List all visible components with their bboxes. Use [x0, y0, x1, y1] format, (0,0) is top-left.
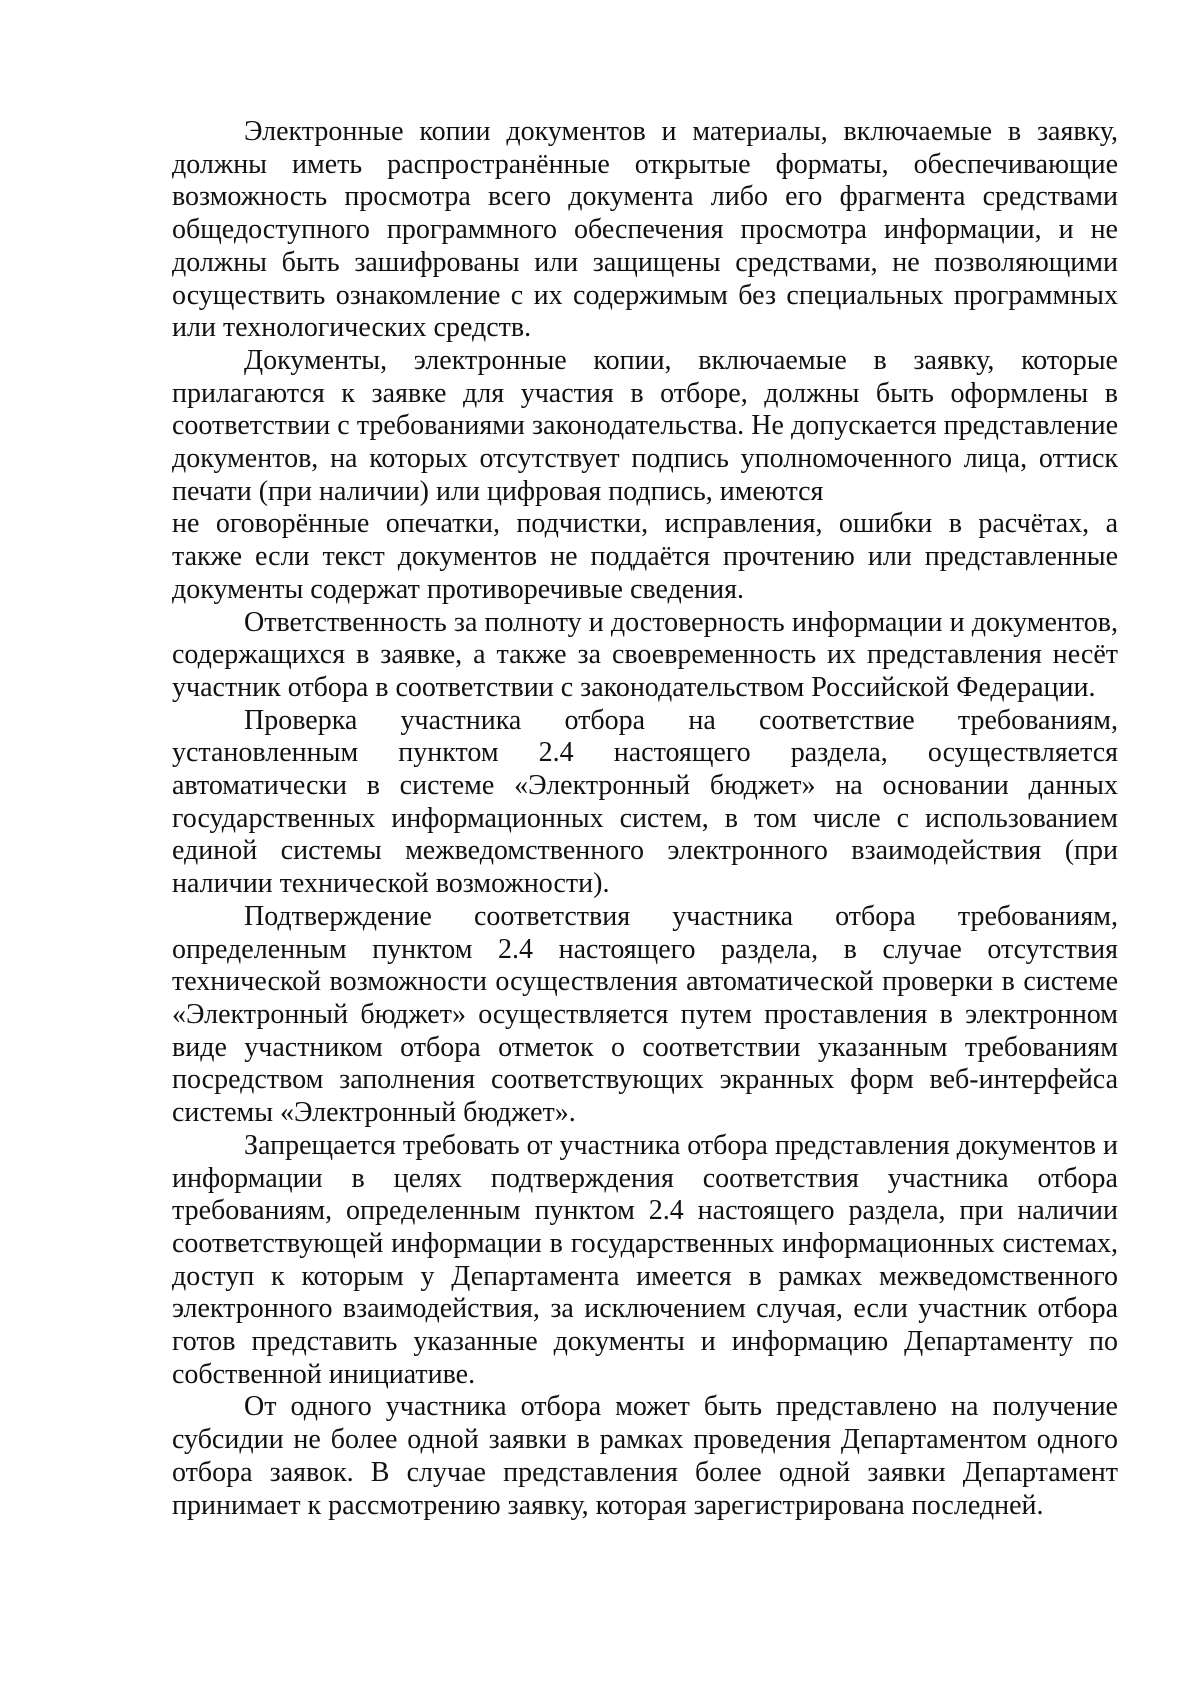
paragraph-single-application: От одного участника отбора может быть представлено на получение субсидии не более одной заявки в рамках проведения Департаментом одного отбора заявок. В случае представления более одной заявки Департамент принимает к рассмотрению заявку, которая зарегистрирована последней.	[172, 1391, 1118, 1521]
paragraph-responsibility: Ответственность за полноту и достоверность информации и документов, содержащихся в заявке, а также за своевременность их представления несёт участник отбора в соответствии с законодательством Российской Федерации.	[172, 606, 1118, 703]
paragraph-electronic-copies: Электронные копии документов и материалы, включаемые в заявку, должны иметь распространённые открытые форматы, обеспечивающие возможность просмотра всего документа либо его фрагмента средствами общедоступного программного обеспечения просмотра информации, и не должны быть зашифрованы или защищены средствами, не позволяющими осуществить ознакомление с их содержимым без специальных программных или технологических средств.	[172, 116, 1118, 344]
paragraph-documents-requirements: Документы, электронные копии, включаемые в заявку, которые прилагаются к заявке для участия в отборе, должны быть оформлены в соответствии с требованиями законодательства. Не допускается представление документов, на которых отсутствует подпись уполномоченного лица, оттиск печати (при наличии) или цифровая подпись, имеются	[172, 344, 1118, 507]
paragraph-confirmation: Подтверждение соответствия участника отбора требованиям, определенным пунктом 2.4 настоящего раздела, в случае отсутствия технической возможности осуществления автоматической проверки в системе «Электронный бюджет» осуществляется путем проставления в электронном виде участником отбора отметок о соответствии указанным требованиям посредством заполнения соответствующих экранных форм веб-интерфейса системы «Электронный бюджет».	[172, 900, 1118, 1129]
paragraph-prohibition: Запрещается требовать от участника отбора представления документов и информации в целях подтверждения соответствия участника отбора требованиям, определенным пунктом 2.4 настоящего раздела, при наличии соответствующей информации в государственных информационных системах, доступ к которым у Департамента имеется в рамках межведомственного электронного взаимодействия, за исключением случая, если участник отбора готов представить указанные документы и информацию Департаменту по собственной инициативе.	[172, 1129, 1118, 1390]
paragraph-automatic-check: Проверка участника отбора на соответствие требованиям, установленным пунктом 2.4 настоящего раздела, осуществляется автоматически в системе «Электронный бюджет» на основании данных государственных информационных систем, в том числе с использованием единой системы межведомственного электронного взаимодействия (при наличии технической возможности).	[172, 704, 1118, 900]
paragraph-documents-requirements-continued: не оговорённые опечатки, подчистки, исправления, ошибки в расчётах, а также если текст документов не поддаётся прочтению или представленные документы содержат противоречивые сведения.	[172, 508, 1118, 605]
document-page	[172, 116, 1118, 1522]
